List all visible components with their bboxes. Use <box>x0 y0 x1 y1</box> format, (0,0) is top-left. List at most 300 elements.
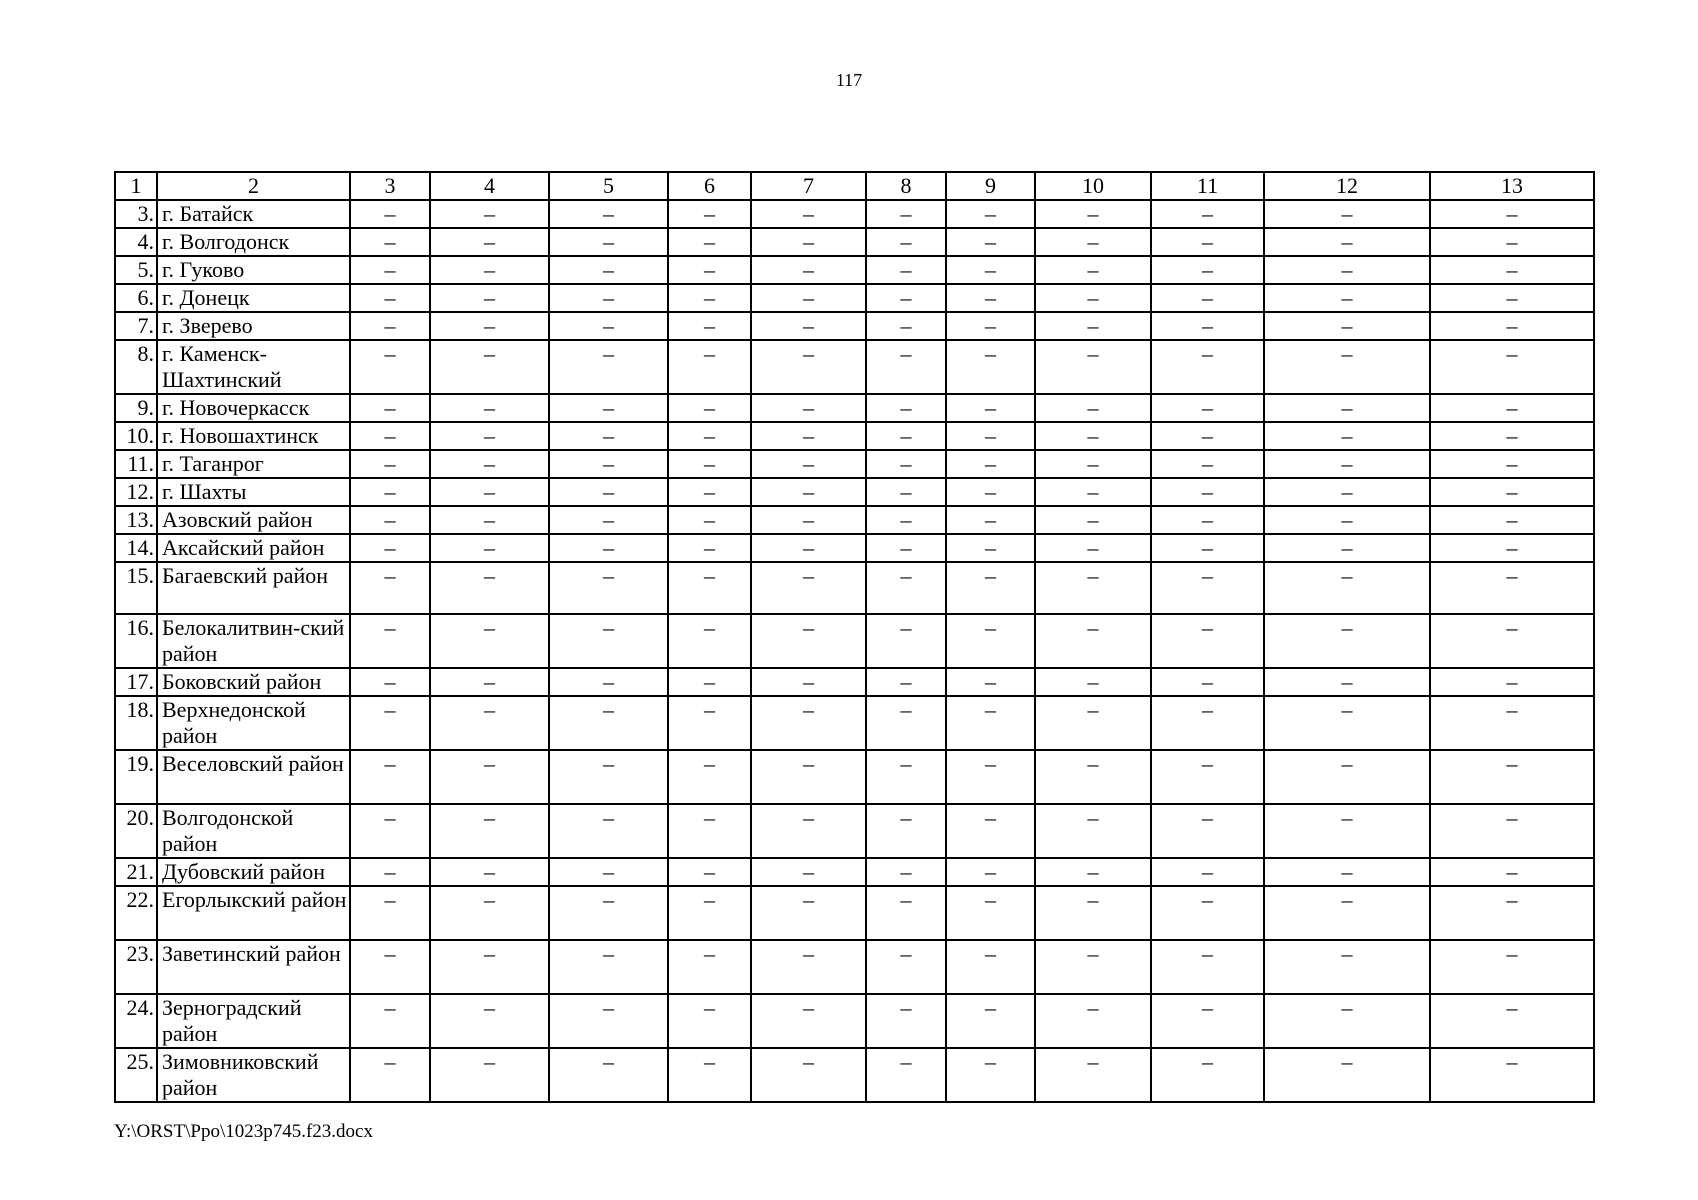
table-cell: – <box>430 696 549 750</box>
table-cell: – <box>1430 340 1594 394</box>
table-cell: – <box>430 886 549 940</box>
table-cell: – <box>751 940 866 994</box>
table-cell: – <box>668 506 751 534</box>
table-cell: – <box>946 506 1035 534</box>
table-cell: – <box>866 668 946 696</box>
column-header: 9 <box>946 172 1035 200</box>
row-number: 23. <box>115 940 157 994</box>
table-cell: – <box>430 940 549 994</box>
table-cell: – <box>549 750 668 804</box>
table-cell: – <box>1264 284 1430 312</box>
column-header: 4 <box>430 172 549 200</box>
table-cell: – <box>866 534 946 562</box>
table-cell: – <box>1264 614 1430 668</box>
row-territory-name: Белокалитвин-ский район <box>157 614 350 668</box>
table-cell: – <box>549 858 668 886</box>
table-cell: – <box>751 394 866 422</box>
table-cell: – <box>668 1048 751 1102</box>
table-cell: – <box>866 562 946 614</box>
row-territory-name: Волгодонской район <box>157 804 350 858</box>
table-cell: – <box>549 340 668 394</box>
row-territory-name: г. Волгодонск <box>157 228 350 256</box>
table-cell: – <box>668 886 751 940</box>
table-cell: – <box>1264 1048 1430 1102</box>
table-cell: – <box>866 614 946 668</box>
table-cell: – <box>549 284 668 312</box>
row-territory-name: Егорлыкский район <box>157 886 350 940</box>
table-row <box>115 750 1594 804</box>
table-cell: – <box>946 284 1035 312</box>
table-row <box>115 422 1594 450</box>
table-cell: – <box>1430 200 1594 228</box>
table-cell: – <box>430 614 549 668</box>
table-cell: – <box>1264 450 1430 478</box>
table-cell: – <box>1264 312 1430 340</box>
table-cell: – <box>1151 562 1264 614</box>
table-cell: – <box>668 562 751 614</box>
table-cell: – <box>866 200 946 228</box>
row-territory-name: г. Каменск-Шахтинский <box>157 340 350 394</box>
table-cell: – <box>430 750 549 804</box>
row-number: 5. <box>115 256 157 284</box>
table-cell: – <box>668 696 751 750</box>
table-cell: – <box>1430 668 1594 696</box>
table-cell: – <box>1430 534 1594 562</box>
table-row <box>115 696 1594 750</box>
table-cell: – <box>1151 340 1264 394</box>
table-cell: – <box>1264 804 1430 858</box>
table-cell: – <box>1264 256 1430 284</box>
table-cell: – <box>1035 256 1151 284</box>
table-cell: – <box>1035 394 1151 422</box>
table-cell: – <box>751 886 866 940</box>
row-territory-name: Заветинский район <box>157 940 350 994</box>
table-cell: – <box>668 614 751 668</box>
row-number: 19. <box>115 750 157 804</box>
table-cell: – <box>668 450 751 478</box>
table-cell: – <box>1151 284 1264 312</box>
table-cell: – <box>866 422 946 450</box>
table-cell: – <box>430 534 549 562</box>
table-cell: – <box>1264 562 1430 614</box>
table-cell: – <box>1151 858 1264 886</box>
page-number: 117 <box>835 70 863 90</box>
table-cell: – <box>751 1048 866 1102</box>
row-number: 18. <box>115 696 157 750</box>
table-cell: – <box>1430 228 1594 256</box>
table-cell: – <box>751 750 866 804</box>
table-cell: – <box>1151 534 1264 562</box>
row-number: 9. <box>115 394 157 422</box>
row-number: 3. <box>115 200 157 228</box>
table-cell: – <box>866 994 946 1048</box>
table-cell: – <box>866 284 946 312</box>
table-cell: – <box>946 750 1035 804</box>
table-cell: – <box>430 858 549 886</box>
table-cell: – <box>668 940 751 994</box>
table-cell: – <box>350 256 430 284</box>
row-number: 16. <box>115 614 157 668</box>
column-header: 2 <box>157 172 350 200</box>
table-cell: – <box>946 256 1035 284</box>
table-cell: – <box>430 284 549 312</box>
table-cell: – <box>751 422 866 450</box>
table-cell: – <box>350 940 430 994</box>
row-territory-name: г. Гуково <box>157 256 350 284</box>
table-cell: – <box>549 534 668 562</box>
table-cell: – <box>1151 750 1264 804</box>
table-cell: – <box>751 804 866 858</box>
table-row <box>115 1048 1594 1102</box>
table-cell: – <box>430 478 549 506</box>
column-header: 1 <box>115 172 157 200</box>
table-cell: – <box>549 312 668 340</box>
table-row <box>115 312 1594 340</box>
table-cell: – <box>751 200 866 228</box>
table-cell: – <box>1035 284 1151 312</box>
table-cell: – <box>866 804 946 858</box>
table-cell: – <box>946 394 1035 422</box>
row-number: 7. <box>115 312 157 340</box>
row-number: 22. <box>115 886 157 940</box>
table-cell: – <box>430 668 549 696</box>
table-cell: – <box>751 450 866 478</box>
table-cell: – <box>1151 200 1264 228</box>
row-territory-name: Боковский район <box>157 668 350 696</box>
table-cell: – <box>1151 450 1264 478</box>
table-cell: – <box>1035 450 1151 478</box>
table-cell: – <box>946 614 1035 668</box>
table-cell: – <box>430 422 549 450</box>
table-cell: – <box>946 200 1035 228</box>
table-cell: – <box>549 804 668 858</box>
table-cell: – <box>350 228 430 256</box>
table-cell: – <box>1264 696 1430 750</box>
table-cell: – <box>751 228 866 256</box>
table-cell: – <box>751 506 866 534</box>
table-cell: – <box>668 534 751 562</box>
table-cell: – <box>866 886 946 940</box>
table-cell: – <box>751 256 866 284</box>
table-cell: – <box>668 394 751 422</box>
table-cell: – <box>946 478 1035 506</box>
table-cell: – <box>549 940 668 994</box>
table-cell: – <box>1035 340 1151 394</box>
table-cell: – <box>549 1048 668 1102</box>
table-cell: – <box>866 312 946 340</box>
column-header: 12 <box>1264 172 1430 200</box>
table-cell: – <box>751 668 866 696</box>
table-cell: – <box>1430 804 1594 858</box>
row-territory-name: г. Новочеркасск <box>157 394 350 422</box>
row-territory-name: г. Донецк <box>157 284 350 312</box>
table-cell: – <box>751 340 866 394</box>
table-cell: – <box>350 696 430 750</box>
table-cell: – <box>1430 750 1594 804</box>
table-cell: – <box>430 256 549 284</box>
table-row <box>115 858 1594 886</box>
table-cell: – <box>1035 312 1151 340</box>
table-cell: – <box>549 886 668 940</box>
row-number: 4. <box>115 228 157 256</box>
table-cell: – <box>1035 562 1151 614</box>
table-cell: – <box>1430 478 1594 506</box>
table-cell: – <box>946 1048 1035 1102</box>
table-cell: – <box>1035 228 1151 256</box>
table-cell: – <box>1151 1048 1264 1102</box>
data-table <box>114 171 1595 1103</box>
table-cell: – <box>350 422 430 450</box>
table-cell: – <box>350 506 430 534</box>
table-cell: – <box>549 696 668 750</box>
table-cell: – <box>1035 994 1151 1048</box>
row-number: 15. <box>115 562 157 614</box>
table-cell: – <box>549 668 668 696</box>
table-cell: – <box>430 562 549 614</box>
table-cell: – <box>866 450 946 478</box>
header-row <box>115 172 1594 200</box>
table-cell: – <box>430 200 549 228</box>
table-cell: – <box>350 534 430 562</box>
table-cell: – <box>1264 886 1430 940</box>
table-cell: – <box>549 422 668 450</box>
table-cell: – <box>1264 340 1430 394</box>
table-cell: – <box>668 284 751 312</box>
footer-file-path: Y:\ORST\Ppo\1023p745.f23.docx <box>114 1121 373 1142</box>
table-cell: – <box>1264 200 1430 228</box>
table-cell: – <box>430 228 549 256</box>
table-cell: – <box>350 994 430 1048</box>
table-cell: – <box>1035 200 1151 228</box>
table-cell: – <box>1151 668 1264 696</box>
table-cell: – <box>866 1048 946 1102</box>
table-cell: – <box>751 562 866 614</box>
table-cell: – <box>751 534 866 562</box>
table-cell: – <box>430 340 549 394</box>
table-row <box>115 886 1594 940</box>
table-cell: – <box>866 750 946 804</box>
table-cell: – <box>946 340 1035 394</box>
table-cell: – <box>350 804 430 858</box>
table-cell: – <box>1264 668 1430 696</box>
table-cell: – <box>1035 506 1151 534</box>
table-cell: – <box>946 668 1035 696</box>
table-cell: – <box>1430 394 1594 422</box>
row-number: 12. <box>115 478 157 506</box>
table-cell: – <box>668 858 751 886</box>
table-cell: – <box>751 994 866 1048</box>
table-cell: – <box>1035 858 1151 886</box>
table-cell: – <box>350 312 430 340</box>
table-row <box>115 804 1594 858</box>
table-cell: – <box>350 450 430 478</box>
table-cell: – <box>946 228 1035 256</box>
table-cell: – <box>549 614 668 668</box>
table-cell: – <box>1151 422 1264 450</box>
table-row <box>115 256 1594 284</box>
table-cell: – <box>549 506 668 534</box>
table-cell: – <box>350 200 430 228</box>
table-cell: – <box>350 562 430 614</box>
table-cell: – <box>668 340 751 394</box>
table-cell: – <box>1035 940 1151 994</box>
table-cell: – <box>1264 994 1430 1048</box>
table-cell: – <box>866 478 946 506</box>
table-cell: – <box>866 394 946 422</box>
table-cell: – <box>1151 506 1264 534</box>
table-cell: – <box>1151 312 1264 340</box>
column-header: 13 <box>1430 172 1594 200</box>
column-header: 6 <box>668 172 751 200</box>
table-cell: – <box>350 394 430 422</box>
table-cell: – <box>549 256 668 284</box>
row-territory-name: Азовский район <box>157 506 350 534</box>
table-cell: – <box>549 200 668 228</box>
row-number: 24. <box>115 994 157 1048</box>
table-cell: – <box>946 940 1035 994</box>
table-cell: – <box>1151 256 1264 284</box>
table-cell: – <box>751 696 866 750</box>
table-row <box>115 994 1594 1048</box>
table-cell: – <box>430 804 549 858</box>
table-cell: – <box>946 562 1035 614</box>
table-cell: – <box>668 256 751 284</box>
table-cell: – <box>751 284 866 312</box>
table-cell: – <box>350 750 430 804</box>
column-header: 11 <box>1151 172 1264 200</box>
table-cell: – <box>350 614 430 668</box>
table-cell: – <box>1035 668 1151 696</box>
table-cell: – <box>350 284 430 312</box>
table-cell: – <box>1430 940 1594 994</box>
table-cell: – <box>946 422 1035 450</box>
table-cell: – <box>1264 394 1430 422</box>
table-cell: – <box>1430 858 1594 886</box>
row-territory-name: Дубовский район <box>157 858 350 886</box>
table-row <box>115 562 1594 614</box>
table-cell: – <box>866 858 946 886</box>
table-row <box>115 668 1594 696</box>
table-row <box>115 614 1594 668</box>
table-cell: – <box>350 668 430 696</box>
table-row <box>115 394 1594 422</box>
row-territory-name: Аксайский район <box>157 534 350 562</box>
table-cell: – <box>350 858 430 886</box>
row-number: 21. <box>115 858 157 886</box>
table-cell: – <box>668 478 751 506</box>
table-cell: – <box>1264 422 1430 450</box>
table-cell: – <box>1264 750 1430 804</box>
table-cell: – <box>946 804 1035 858</box>
table-row <box>115 228 1594 256</box>
table-cell: – <box>866 506 946 534</box>
table-cell: – <box>668 804 751 858</box>
table-cell: – <box>1430 696 1594 750</box>
table-cell: – <box>946 534 1035 562</box>
table-cell: – <box>1035 886 1151 940</box>
table-cell: – <box>668 228 751 256</box>
table-cell: – <box>668 200 751 228</box>
table-row <box>115 534 1594 562</box>
table-cell: – <box>549 228 668 256</box>
table-cell: – <box>430 394 549 422</box>
table-cell: – <box>430 312 549 340</box>
table-cell: – <box>751 858 866 886</box>
table-row <box>115 284 1594 312</box>
table-row <box>115 478 1594 506</box>
row-number: 25. <box>115 1048 157 1102</box>
table-cell: – <box>946 696 1035 750</box>
table-cell: – <box>668 312 751 340</box>
table-cell: – <box>1430 614 1594 668</box>
table-cell: – <box>1151 614 1264 668</box>
table-cell: – <box>866 256 946 284</box>
table-cell: – <box>751 614 866 668</box>
row-territory-name: г. Шахты <box>157 478 350 506</box>
table-cell: – <box>1035 614 1151 668</box>
row-number: 20. <box>115 804 157 858</box>
table-cell: – <box>350 478 430 506</box>
table-cell: – <box>1151 394 1264 422</box>
row-territory-name: г. Новошахтинск <box>157 422 350 450</box>
table-row <box>115 450 1594 478</box>
row-number: 14. <box>115 534 157 562</box>
table-cell: – <box>1264 506 1430 534</box>
table-cell: – <box>430 1048 549 1102</box>
table-cell: – <box>549 394 668 422</box>
table-cell: – <box>1430 256 1594 284</box>
table-cell: – <box>866 228 946 256</box>
row-number: 6. <box>115 284 157 312</box>
table-cell: – <box>751 312 866 340</box>
table-cell: – <box>668 750 751 804</box>
table-cell: – <box>866 940 946 994</box>
table-row <box>115 506 1594 534</box>
table-cell: – <box>946 312 1035 340</box>
table-cell: – <box>1035 534 1151 562</box>
table-cell: – <box>1035 1048 1151 1102</box>
table-cell: – <box>668 422 751 450</box>
table-cell: – <box>1035 750 1151 804</box>
row-number: 8. <box>115 340 157 394</box>
table-cell: – <box>1151 804 1264 858</box>
table-cell: – <box>866 340 946 394</box>
table-cell: – <box>549 562 668 614</box>
table-cell: – <box>946 994 1035 1048</box>
table-cell: – <box>1151 478 1264 506</box>
table-cell: – <box>1151 228 1264 256</box>
table-cell: – <box>549 478 668 506</box>
table-row <box>115 340 1594 394</box>
table-cell: – <box>1035 696 1151 750</box>
table-cell: – <box>1430 1048 1594 1102</box>
table-cell: – <box>1264 940 1430 994</box>
column-header: 7 <box>751 172 866 200</box>
table-cell: – <box>1430 312 1594 340</box>
table-cell: – <box>1430 994 1594 1048</box>
row-number: 13. <box>115 506 157 534</box>
table-cell: – <box>350 340 430 394</box>
table-cell: – <box>430 450 549 478</box>
table-cell: – <box>1430 450 1594 478</box>
row-number: 17. <box>115 668 157 696</box>
table-cell: – <box>1151 886 1264 940</box>
table-cell: – <box>350 886 430 940</box>
table-cell: – <box>1430 422 1594 450</box>
table-cell: – <box>751 478 866 506</box>
column-header: 8 <box>866 172 946 200</box>
row-territory-name: г. Зверево <box>157 312 350 340</box>
